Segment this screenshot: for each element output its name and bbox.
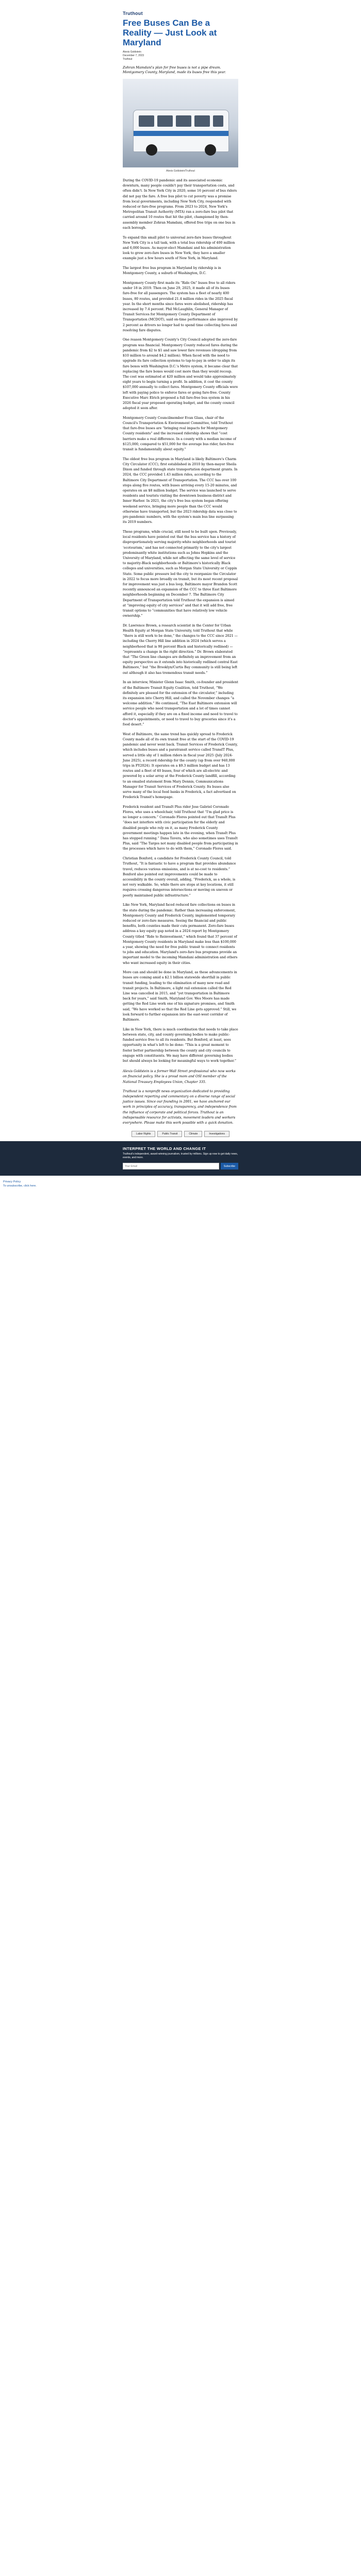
article bbox=[123, 0, 238, 1137]
author-bio: Alexis Goldstein is a former Wall Street professional who now works on financial policy. She is a proud mom and OSI member of the National Treasury Employees Union, Chapter 335. bbox=[123, 1070, 236, 1084]
article-paragraph: More can and should be done in Maryland, as these advancements in buses are coming amid a $2.1 billion statewide shortfall in public transit funding, leading to the elimination of many new road and transit projects. In Baltimore, a light rail extension called the Red Line was cancelled in 2015, and “yet transportation in Baltimore back for years,” said Smith, Maryland Gov. Wes Moore has made getting the Red Line work one of his signature promises, and Smith said, “We have worked so that the Red Line gets approved.” Still, we look forward to further expansion into the east-west corridor of Baltimore. bbox=[123, 971, 237, 1022]
photo-caption: Alexis Goldstein/Truthout bbox=[166, 170, 195, 173]
article-paragraph: The oldest free bus program in Maryland is likely Baltimore's Charm City Circulator (CCC), first established in 2010 by then-mayor Sheila Dixon and funded through state transportation department grants. In 2024, the CCC provided 1.43 million rides, according to the Baltimore City Department of Transportation. The CCC has over 100 stops along five routes, with buses arriving every 15-20 minutes, and operates on an $8 million budget. The service was launched to serve residents and tourists visiting the downtown business district and Inner Harbor. In 2021, the city's free bus system began offering weekend service, bringing more people than the CCC would otherwise have transported, but the 2023 ridership data was close to pre-pandemic numbers, with the system's main bus line surpassing its 2019 numbers. bbox=[123, 457, 238, 524]
tag-list bbox=[123, 1131, 238, 1137]
article-paragraph: In an interview, Minister Glenn Isaac Smith, co-founder and president of the Baltimore Transit Equity Coalition, told Truthout, “We definitely are pleased for the extension of the circulator,” including its expansion into Cherry Hill, and called the November changes “a welcome addition.” He continued, “The East Baltimore extension will service people who need transportation and a lot of times cannot afford it, especially if they are on a fixed income and need to travel to doctor's appointments, or need to travel to buy groceries since it's a food desert.” bbox=[123, 681, 238, 726]
unsubscribe-link[interactable]: To unsubscribe, click here. bbox=[3, 1184, 37, 1188]
site-logo[interactable] bbox=[123, 7, 238, 17]
article-paragraph: Frederick resident and TransIt Plus rider Jose Gabriel Coronado Flores, who uses a wheelchair, told Truthout that “I'm glad price is no longer a concern.” Coronado Flores pointed out that TransIt Plus “does not interfere with civic participation for the elderly and disabled people who rely on it, as many Frederick County government meetings happen late in the evening, when TransIt Plus has stopped running.” Dana Tavera, who also sometimes uses TransIt Plus, said “The Targes not many disabled people from participating in the processes which have to do with them,” Coronado Flores said. bbox=[123, 805, 238, 851]
topic-tag[interactable]: Climate bbox=[184, 1131, 202, 1137]
byline-source: Truthout bbox=[123, 58, 133, 61]
subscribe-button[interactable]: Subscribe bbox=[221, 1163, 238, 1170]
topic-tag[interactable]: Labor Rights bbox=[132, 1131, 155, 1137]
footer-links bbox=[0, 1176, 361, 1193]
article-paragraph: Like New York, Maryland faced reduced fare collections on buses in the state during the pandemic. Rather than increasing enforcement, Montgomery County and Frederick County, implemented temporary reduced or zero-fare measures. Seeing the financial and public benefits, both counties made their cuts permanent. Zero-fare buses address a key equity gap noted in a 2024 report by Montgomery County titled “Ride to Reinvestment,” which found that 37 percent of Montgomery County residents in Maryland make less than $100,000 a year, showing the need for free public transit to connect residents to jobs and education. Maryland's zero-fare bus programs provide an important model to the incoming Mamdani administration and others who want increased equity in their cities. bbox=[123, 903, 238, 965]
article-paragraph: The largest free bus program in Maryland by ridership is in Montgomery County, a suburb of Washington, D.C. bbox=[123, 266, 221, 276]
article-paragraph: West of Baltimore, the same trend has quickly spread to Frederick County made all of its own transit free at the start of the COVID-19 pandemic and never went back. Transit Services of Frederick County, which includes buses and a paratransit service called TransIT Plus, served a little shy of 1 million riders in fiscal year 2025 (July 2024-June 2025), a record ridership for the county (up from over 940,000 trips in FY2024). It operates on a $9.3 million budget and has 13 routes and a fleet of 40 buses, four of which are all-electric and powered by a solar array at the Frederick County landfill, according to an emailed statement from Mary Dennis, Communications Manager for Transit Services of Frederick County. Its buses also serve many of the local food banks in Frederick, a fact advertised on Frederick Transit's homepage. bbox=[123, 732, 238, 800]
footer-heading: INTERPRET THE WORLD AND CHANGE IT bbox=[123, 1146, 206, 1151]
about-truthout: Truthout is a nonprofit news organization dedicated to providing independent reporting and commentary on a diverse range of social justice issues. Since our founding in 2001, we have anchored our work in principles of accuracy, transparency, and independence from the influence of corporate and political forces. Truthout is an indispensable resource for activists, movement leaders and workers everywhere. Please make this work possible with a quick donation. bbox=[123, 1089, 237, 1125]
article-photo bbox=[123, 79, 238, 167]
bus-illustration bbox=[133, 110, 229, 152]
article-paragraph: Christian Bonford, a candidate for Frederick County Council, told Truthout, “It is fantastic to have a program that provides abundance travel, reduces various emissions, and is at no-cost to residents.” Bonford also pointed out improvements could be made to accessibility in the county overall, adding, “Frederick, as a whole, is not very walkable. So, while there are stops at key locations, it still requires crossing dangerous intersections or moving on uneven or poorly maintained public infrastructure.” bbox=[123, 857, 236, 897]
article-paragraph: Dr. Lawrence Brown, a research scientist in the Center for Urban Health Equity at Morgan State University, told Truthout that while “there is still work to be done,” the changes to the CCC since 2021 — including the Cherry Hill line addition in 2024 (which serves a neighborhood that is 90 percent Black and historically redlined) — “represents a change in the right direction.” Dr. Brown elaborated that “The Green line changes are definitely an improvement from an equity perspective as it extends into historically redlined central East Baltimore,” but “the Brooklyn/Curtis Bay community is still being left out although it also has tremendous transit needs.” bbox=[123, 623, 238, 675]
newsletter-footer bbox=[0, 1141, 361, 1176]
article-body bbox=[123, 178, 238, 1064]
byline bbox=[123, 50, 238, 61]
page bbox=[0, 0, 361, 1193]
article-paragraph: To expand this small pilot to universal zero-fare buses throughout New York City is a tall task, with a total bus ridership of 400 million and 6,000 buses. As mayor-elect Mamdani and his administration look to grow zero-fare buses in New York, they have a smaller example just a few hours south of New York, in Maryland. bbox=[123, 235, 235, 261]
topic-tag[interactable]: Investigations bbox=[204, 1131, 229, 1137]
article-paragraph: These programs, while crucial, still need to be built upon. Previously, local residents have pointed out that the bus service has a history of disproportionately serving majority-white neighborhoods and tourist ‘ecotourism,’ and has not connected primarily to the city's largest predominantly white institutions such as Johns Hopkins and the University of Maryland, while not affecting the same level of service to majority-Black neighborhoods or Baltimore's historically Black colleges and universities, such as Morgan State University or Coppin State. Some public pressure led the city to reorganize the Circulator in 2022 to focus more broadly on transit, but its most recent proposal for improvement was just a bus loop, Baltimore mayor Brandon Scott recently announced an expansion of the CCC to three East Baltimore neighborhoods beginning on December 7. The Baltimore City Department of Transportation told Truthout the expansion is aimed at “improving equity of city services” and that it will add free, free transit options to “communities that have relatively low vehicle ownership.” bbox=[123, 530, 238, 618]
email-input[interactable] bbox=[123, 1163, 219, 1170]
topic-tag[interactable]: Public Transit bbox=[157, 1131, 182, 1137]
footer-subtext: Truthout's independent, award-winning journalism, trusted by millions. Sign up now to get daily news, events, and more. bbox=[123, 1153, 238, 1160]
signup-form bbox=[123, 1163, 238, 1170]
byline-date: December 7, 2023 bbox=[123, 54, 144, 57]
article-dek: Zohran Mamdani's plan for free buses is not a pipe dream. Montgomery County, Maryland, made its buses free this year. bbox=[123, 65, 226, 74]
article-title: Free Buses Can Be a Reality — Just Look at Maryland bbox=[123, 18, 217, 47]
logo-text: Truthout bbox=[123, 11, 143, 16]
article-paragraph: Montgomery County Councilmember Evan Glass, chair of the Council's Transportation & Environment Committee, told Truthout that fare-free buses are “bringing real impacts for Montgomery County residents” and the increased ridership shows that “cost barriers make a real difference. In a county with a median income of $125,000, compared to $51,000 for the average bus rider, fare-free transit is fundamentally about equity.” bbox=[123, 416, 236, 452]
byline-author: Alexis Goldstein bbox=[123, 50, 141, 54]
privacy-link[interactable]: Privacy Policy bbox=[3, 1180, 21, 1184]
article-paragraph: Montgomery County first made its “Ride On” buses free to all riders under 18 in 2019. Then on June 29, 2025, it made all of its buses fare-free for all passengers. The system has a fleet of nearly 400 buses, 80 routes, and provided 21.4 million rides in the 2025 fiscal year. In the short months since fares were abolished, ridership has increased by 7.4 percent. Phil McLaughlin, General Manager of Transit Services for Montgomery County Department of Transportation (MCDOT), said on-time performance also improved by 2 percent as drivers no longer had to spend time collecting fares and resolving fare disputes. bbox=[123, 281, 238, 332]
article-paragraph: Like in New York, there is much coordination that needs to take place between state, city, and county governing bodies to make public-funded service free to all its residents. But Bonford, at least, sees opportunity in what's left to be done: “This is a great moment to foster better partnership between the county and city councils to engage with constituents. We may have different governing bodies but should always be looking for meaningful ways to work together.” bbox=[123, 1027, 238, 1063]
article-paragraph: During the COVID-19 pandemic and its associated economic downturn, many people couldn't pay their transportation costs, and often didn't. In New York City in 2020, some 16 percent of bus riders did not pay the fare. A free bus pilot to cut poverty was a promise from local governments, including New York City, responded with reduced or fare-free programs. From 2023 to 2024, New York's Metropolitan Transit Authority (MTA) ran a zero-fare bus pilot that carried around 10 routes that hit the pilot, championed by then-assembly member Zohran Mamdani, offered free trips on one bus in each borough. bbox=[123, 179, 237, 230]
article-paragraph: One reason Montgomery County's City Council adopted the zero-fare program was financial. Montgomery County reduced fares during the pandemic from $2 to $1 and saw lower fare revenues (dropping from $10 million to around $4.2 million). When faced with the need to upgrade its fare collection systems to tap-to-pay in order to align its fare boxes with Washington D.C.'s Metro system, it became clear that replacing the fare boxes would cost more than they would recoup. The cost was estimated at $20 million and would take approximately eight years to begin turning a profit. In addition, it cost the county $107,000 annually to collect fares. Montgomery County officials were left with paying police to enforce fares or going fare-free. County Executive Marc Elrich proposed a full fare-free bus system in his 2026 fiscal year proposed operating budget, and the county council adopted it soon after. bbox=[123, 338, 238, 411]
